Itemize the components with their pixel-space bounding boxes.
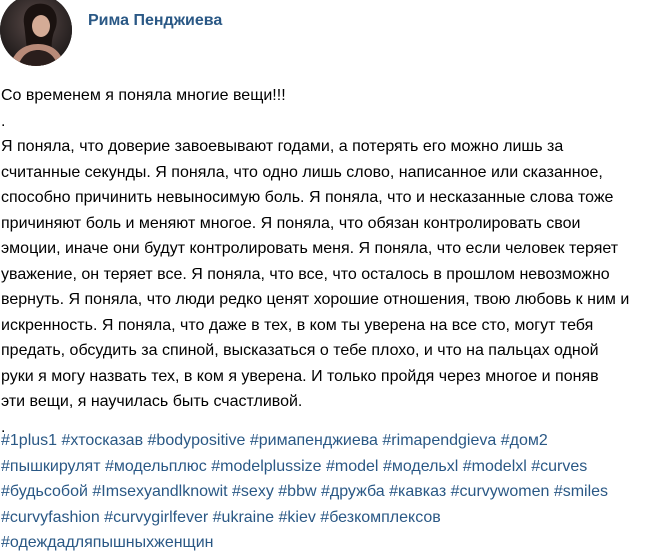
post-text-line: эмоции, иначе они будут контролировать меня. Я поняла, что если человек теряет — [1, 240, 619, 257]
hashtag-link[interactable]: #sexy — [232, 483, 274, 500]
hashtag-line — [1, 428, 667, 454]
hashtag-link[interactable]: #1plus1 — [1, 432, 58, 449]
hashtag-link[interactable]: #bbw — [278, 483, 317, 500]
avatar-photo-icon — [0, 0, 72, 66]
post-text-line: искренность. Я поняла, что даже в тех, в ком ты уверена на все сто, могут тебя — [1, 316, 594, 334]
post-text-line: причиняют боль и меняют многое. Я поняла, что обязан контролировать свои — [1, 214, 581, 232]
post-text-line: вернуть. Я поняла, что люди редко ценят хорошие отношения, твою любовь к ним и — [1, 291, 630, 308]
post-header — [0, 0, 670, 72]
hashtag-link[interactable]: #модельxl — [382, 457, 459, 475]
avatar[interactable] — [0, 0, 72, 66]
hashtag-link[interactable]: #модельплюс — [104, 457, 207, 475]
post-text-line: способно причинить невыносимую боль. Я поняла, что и несказанные слова тоже — [1, 189, 614, 206]
author-name[interactable]: Рима Пенджиева — [88, 12, 223, 29]
hashtag-link[interactable]: #modelplussize — [211, 457, 322, 475]
hashtag-link[interactable]: #curvyfashion — [1, 508, 100, 526]
post-text-line: . — [1, 112, 6, 130]
hashtag-link[interactable]: #curves — [531, 457, 588, 475]
hashtag-link[interactable]: #пышкирулят — [1, 457, 101, 475]
post-text-line: Я поняла, что доверие завоевывают годами, а потерять его можно лишь за — [1, 138, 564, 155]
post-text-line: руки я могу назвать тех, в ком я уверена. И только пройдя через многое и поняв — [1, 367, 599, 385]
post-text-line: эти вещи, я научилась быть счастливой. — [1, 393, 303, 410]
post-text-line: . — [1, 418, 6, 436]
hashtag-line — [1, 454, 667, 480]
hashtag-link[interactable]: #curvywomen — [450, 483, 550, 500]
post-text-line: уважение, он теряет все. Я поняла, что все, что осталось в прошлом невозможно — [1, 265, 610, 283]
hashtag-link[interactable]: #kiev — [278, 508, 316, 526]
hashtag-link[interactable]: #будьсобой — [1, 483, 88, 500]
hashtag-link[interactable]: #rimapendgieva — [382, 432, 497, 449]
hashtag-link[interactable]: #ukraine — [212, 508, 275, 526]
hashtag-link[interactable]: #хтосказав — [61, 432, 144, 449]
hashtag-link[interactable]: #дружба — [320, 483, 385, 500]
hashtag-link[interactable]: #modelxl — [462, 457, 527, 475]
hashtag-link[interactable]: #кавказ — [389, 483, 447, 500]
hashtag-link[interactable]: #одеждадляпышныхженщин — [1, 534, 214, 551]
hashtag-link[interactable]: #римапенджиева — [249, 432, 378, 449]
hashtag-link[interactable]: #model — [326, 457, 379, 475]
hashtag-link[interactable]: #bodypositive — [147, 432, 246, 449]
hashtag-line — [1, 505, 667, 531]
post-text-line: Со временем я поняла многие вещи!!! — [1, 87, 286, 104]
hashtag-link[interactable]: #Imsexyandlknowit — [92, 483, 228, 500]
hashtag-link[interactable]: #дом2 — [500, 432, 548, 449]
post-text-line: предать, обсудить за спиной, высказаться о тебе плохо, и что на пальцах одной — [1, 342, 599, 359]
hashtag-link[interactable]: #smiles — [553, 483, 609, 500]
hashtag-list — [1, 428, 667, 556]
post-text — [1, 83, 667, 440]
hashtag-link[interactable]: #безкомплексов — [320, 508, 441, 526]
hashtag-line — [1, 479, 667, 505]
post-text-line: считанные секунды. Я поняла, что одно лишь слово, написанное или сказанное, — [1, 163, 603, 181]
hashtag-line — [1, 530, 667, 556]
hashtag-link[interactable]: #curvygirlfever — [104, 508, 209, 526]
